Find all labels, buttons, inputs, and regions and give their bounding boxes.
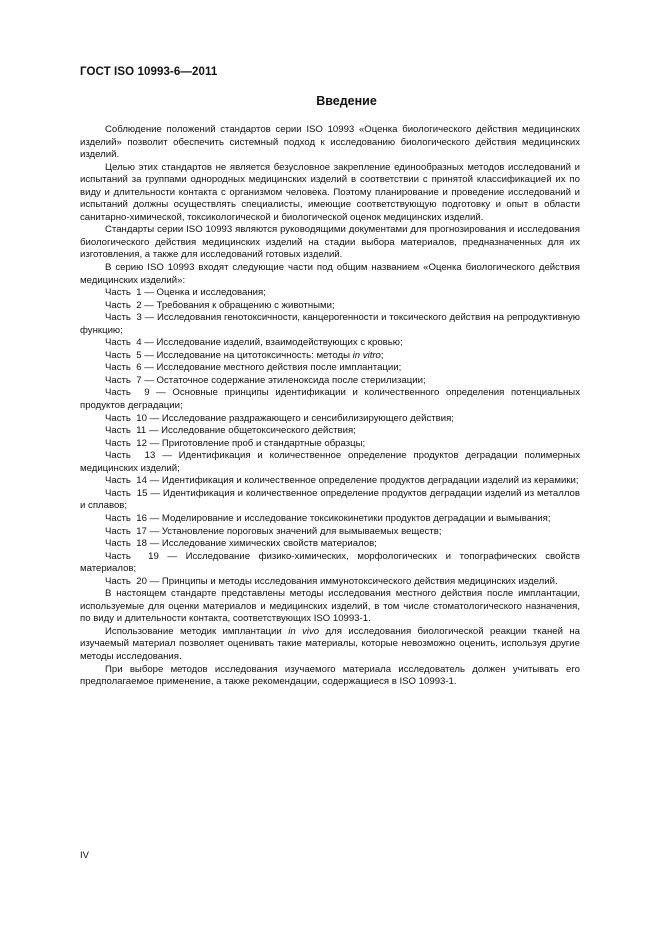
in-vivo-text-end: для исследования биологической реакции тканей на изучаемый материал позволяет оценивать такие материалы, которые невозможно оценить, используя другие методы исследования. bbox=[80, 625, 580, 662]
part-label: Часть 12 bbox=[105, 437, 147, 449]
list-item bbox=[80, 387, 580, 412]
list-item bbox=[80, 362, 580, 375]
document-code: ГОСТ ISO 10993-6—2011 bbox=[80, 66, 218, 78]
part-label: Часть 9 bbox=[105, 387, 150, 399]
part-title: — Требования к обращению с животными; bbox=[141, 299, 335, 311]
list-item bbox=[80, 438, 580, 451]
intro-paragraph-4: В серию ISO 10993 входят следующие части под общим названием «Оценка биологического действия медицинских изделий»: bbox=[80, 262, 580, 286]
part-title: — Остаточное содержание этиленоксида после стерилизации; bbox=[141, 374, 426, 386]
list-item bbox=[80, 337, 580, 350]
in-vivo-paragraph bbox=[80, 626, 580, 664]
list-item bbox=[80, 312, 580, 337]
part-label: Часть 2 bbox=[105, 299, 142, 311]
part-label: Часть 15 bbox=[105, 487, 148, 499]
part-title: — Исследование общетоксического действия; bbox=[146, 425, 356, 437]
part-title: — Идентификация и количественное определение продуктов деградации полимерных медицинских изделий; bbox=[80, 450, 580, 474]
part-label: Часть 19 bbox=[105, 550, 159, 562]
list-item bbox=[80, 576, 580, 589]
part-title-italic: in vitro bbox=[352, 349, 381, 361]
part-title: — Исследование раздражающего и сенсибилизирующего действия; bbox=[146, 412, 454, 424]
list-item bbox=[80, 475, 580, 488]
list-item bbox=[80, 287, 580, 300]
method-choice-paragraph: При выборе методов исследования изучаемого материала исследователь должен учитывать его предполагаемое применение, а также рекомендации, содержащиеся в ISO 10993-1. bbox=[80, 663, 580, 688]
part-title: — Принципы и методы исследования иммунотоксического действия медицинских изделий. bbox=[146, 575, 558, 587]
part-title: — Исследование местного действия после имплантации; bbox=[141, 362, 402, 374]
list-item bbox=[80, 551, 580, 576]
document-body bbox=[80, 124, 580, 689]
page-title: Введение bbox=[316, 94, 377, 108]
part-label: Часть 18 bbox=[105, 538, 147, 550]
part-title: — Установление пороговых значений для вымываемых веществ; bbox=[146, 525, 442, 537]
part-label: Часть 13 bbox=[105, 450, 156, 462]
part-title: — Идентификация и количественное определение продуктов деградации изделий из керамики; bbox=[146, 475, 579, 487]
page-number: IV bbox=[80, 850, 89, 861]
part-label: Часть 4 bbox=[105, 337, 142, 349]
part-label: Часть 17 bbox=[105, 525, 147, 537]
part-label: Часть 16 bbox=[105, 512, 147, 524]
part-title: — Исследования генотоксичности, канцерогенности и токсического действия на репродуктивную функцию; bbox=[80, 312, 580, 336]
part-title: — Исследование изделий, взаимодействующих с кровью; bbox=[141, 337, 403, 349]
in-vivo-text-start: Использование методик имплантации bbox=[105, 625, 289, 637]
part-title-end: ; bbox=[380, 349, 384, 361]
part-title: — Основные принципы идентификации и количественного определения потенциальных продуктов деградации; bbox=[80, 387, 580, 412]
list-item bbox=[80, 526, 580, 539]
part-title: — Приготовление проб и стандартные образцы; bbox=[146, 437, 366, 449]
part-label: Часть 1 bbox=[105, 287, 142, 299]
part-title: — Оценка и исследования; bbox=[141, 287, 266, 299]
list-item bbox=[80, 413, 580, 426]
part-label: Часть 6 bbox=[105, 362, 142, 374]
list-item bbox=[80, 488, 580, 513]
intro-paragraph-3: Стандарты серии ISO 10993 являются руководящими документами для прогнозирования и исследования биологического действия медицинских изделий на стадии выбора материалов, предназначенных для их изготовления, а также для исследований готовых изделий. bbox=[80, 224, 580, 261]
part-title: — Исследование физико-химических, морфологических и топографических свойств материалов; bbox=[80, 550, 580, 575]
part-label: Часть 5 bbox=[105, 349, 142, 361]
part-label: Часть 3 bbox=[105, 312, 142, 324]
parts-list bbox=[80, 287, 580, 588]
in-vivo-italic: in vivo bbox=[288, 625, 320, 637]
part-title: — Идентификация и количественное определение продуктов деградации изделий из металлов и сплавов; bbox=[80, 487, 580, 512]
intro-paragraph-2: Целью этих стандартов не является безусловное закрепление единообразных методов исследований и испытаний за группами однородных медицинских изделий в соответствии с принятой классификацией их по виду и длительности контакта с организмом человека. Поэтому планирование и проведение исследований и испытаний должны осуществлять специалисты, имеющие соответствующую подготовку и опыт в области санитарно-химической, токсикологической и биологической оценок медицинских изделий. bbox=[80, 161, 580, 223]
part-label: Часть 11 bbox=[105, 425, 147, 437]
list-item bbox=[80, 300, 580, 313]
list-item bbox=[80, 450, 580, 475]
list-item bbox=[80, 538, 580, 551]
part-title: — Моделирование и исследование токсикокинетики продуктов деградации и вымывания; bbox=[146, 512, 551, 524]
list-item bbox=[80, 425, 580, 438]
part-label: Часть 7 bbox=[105, 374, 142, 386]
part-label: Часть 14 bbox=[105, 475, 147, 487]
scope-paragraph: В настоящем стандарте представлены методы исследования местного действия после имплантации, используемые для оценки материалов и медицинских изделий, в том числе стоматологического назначения, по виду и длительности контакта, соответствующих ISO 10993-1. bbox=[80, 588, 580, 625]
part-title: — Исследование химических свойств материалов; bbox=[146, 538, 377, 550]
list-item bbox=[80, 350, 580, 363]
intro-paragraph-1: Соблюдение положений стандартов серии ISO 10993 «Оценка биологического действия медицинских изделий» позволит обеспечить системный подход к исследованию биологического действия медицинских изделий. bbox=[80, 124, 580, 161]
list-item bbox=[80, 513, 580, 526]
part-label: Часть 20 bbox=[105, 575, 147, 587]
part-title: — Исследование на цитотоксичность: методы bbox=[141, 349, 353, 361]
list-item bbox=[80, 375, 580, 388]
part-label: Часть 10 bbox=[105, 412, 147, 424]
